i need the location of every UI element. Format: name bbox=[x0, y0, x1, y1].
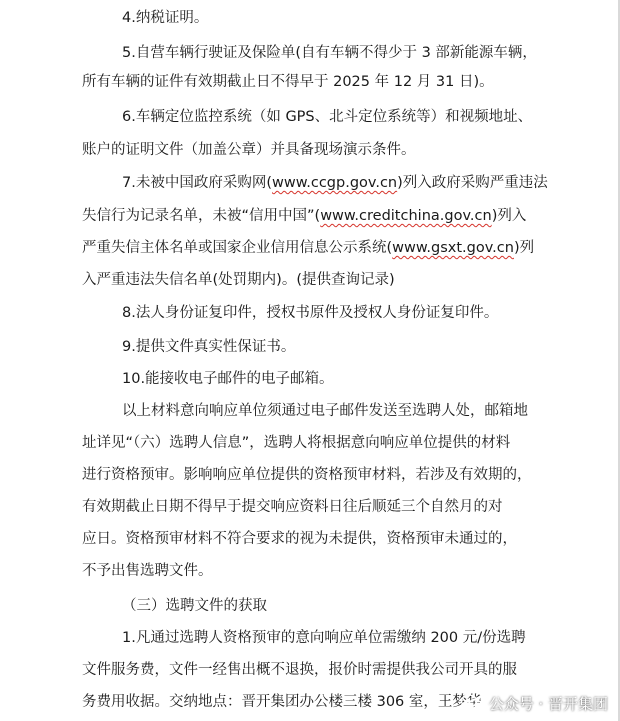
watermark bbox=[461, 689, 608, 717]
text-line: 9.提供文件真实性保证书。 bbox=[122, 339, 296, 355]
watermark-text: 公众号 · 晋开集团 bbox=[488, 694, 608, 713]
text-line: 文件服务费，文件一经售出概不退换，报价时需提供我公司开具的服 bbox=[82, 662, 517, 678]
text-line: 账户的证明文件（加盖公章）并具备现场演示条件。 bbox=[82, 142, 416, 158]
url-link[interactable]: www.gsxt.gov.cn bbox=[392, 240, 514, 256]
text-line: 入严重违法失信名单(处罚期内)。(提供查询记录) bbox=[82, 272, 395, 288]
text-line: 址详见“（六）选聘人信息”，选聘人将根据意向响应单位提供的材料 bbox=[82, 435, 511, 451]
text-segment: )列 bbox=[513, 240, 535, 256]
text-line: 8.法人身份证复印件，授权书原件及授权人身份证复印件。 bbox=[122, 305, 499, 321]
text-segment: 7.未被中国政府采购网( bbox=[122, 175, 272, 191]
text-segment: )列入政府采购严重违法 bbox=[397, 175, 548, 191]
text-line: 应日。资格预审材料不符合要求的视为未提供，资格预审未通过的， bbox=[82, 531, 517, 547]
text-line: 以上材料意向响应单位须通过电子邮件发送至选聘人处，邮箱地 bbox=[122, 403, 528, 419]
text-line: 10.能接收电子邮件的电子邮箱。 bbox=[122, 371, 334, 387]
text-segment: )列入 bbox=[491, 208, 527, 224]
text-line bbox=[82, 206, 542, 226]
text-line: 1.凡通过选聘人资格预审的意向响应单位需缴纳 200 元/份选聘 bbox=[122, 630, 526, 646]
wechat-icon bbox=[461, 694, 483, 712]
text-segment: 严重失信主体名单或国家企业信用信息公示系统( bbox=[82, 240, 393, 256]
text-segment: 失信行为记录名单，未被“信用中国”( bbox=[82, 208, 321, 224]
text-line: 务费用收据。交纳地点：晋开集团办公楼三楼 306 室，王梦华 bbox=[82, 694, 482, 710]
text-line: 进行资格预审。影响响应单位提供的资格预审材料，若涉及有效期的， bbox=[82, 467, 532, 483]
text-line: 有效期截止日期不得早于提交响应资料日往后顺延三个自然月的对 bbox=[82, 499, 503, 515]
text-line: 6.车辆定位监控系统（如 GPS、北斗定位系统等）和视频地址、 bbox=[122, 109, 533, 125]
text-line: 4.纳税证明。 bbox=[122, 10, 209, 26]
url-link[interactable]: www.creditchina.gov.cn bbox=[320, 208, 492, 224]
section-heading: （三）选聘文件的获取 bbox=[122, 598, 267, 614]
text-line bbox=[82, 238, 542, 258]
text-line: 所有车辆的证件有效期截止日不得早于 2025 年 12 月 31 日)。 bbox=[82, 74, 494, 90]
url-link[interactable]: www.ccgp.gov.cn bbox=[272, 175, 398, 191]
text-line: 不予出售选聘文件。 bbox=[82, 563, 213, 579]
text-line bbox=[122, 173, 582, 193]
text-line: 5.自营车辆行驶证及保险单(自有车辆不得少于 3 部新能源车辆， bbox=[122, 45, 537, 61]
